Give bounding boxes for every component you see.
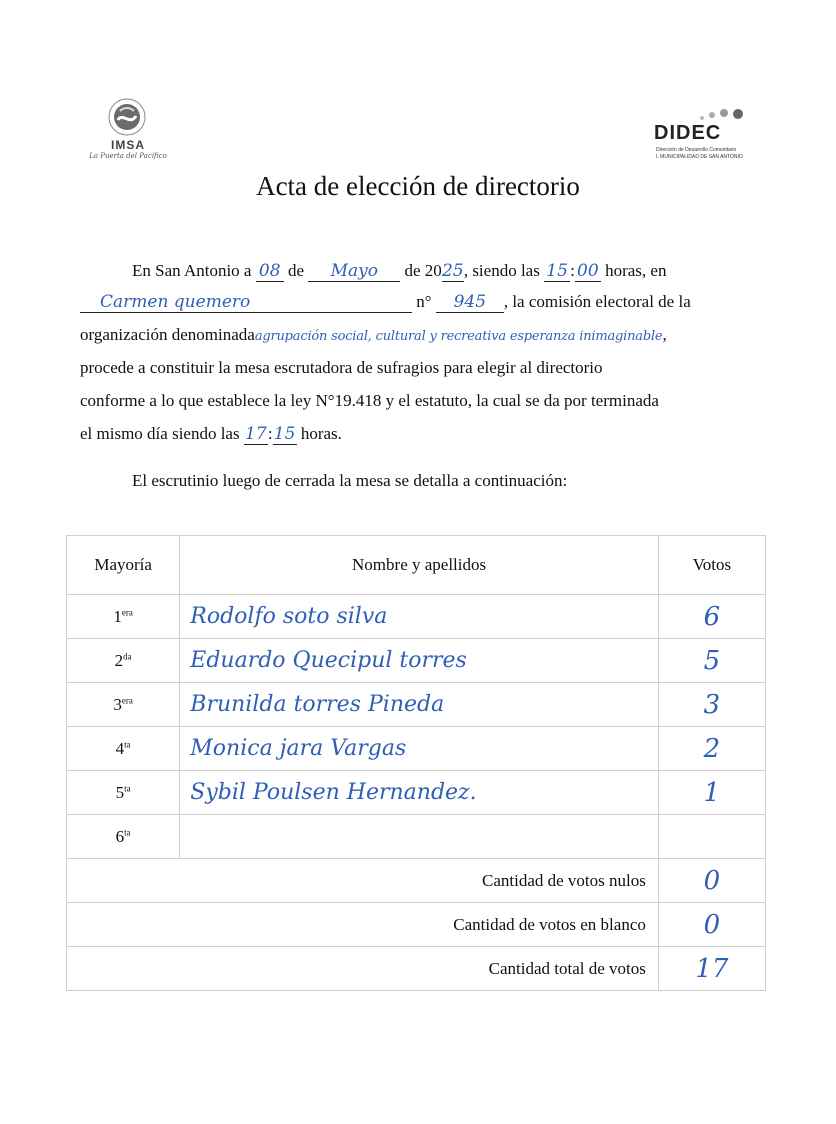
candidate-votes: 5 <box>703 645 721 676</box>
nulos-row <box>67 859 766 903</box>
day-field <box>256 261 284 282</box>
imsa-seal-icon <box>108 98 146 136</box>
text-mismo-dia: el mismo día siendo las <box>80 424 240 443</box>
position-suffix: era <box>121 606 133 617</box>
row-position <box>67 771 180 815</box>
position-suffix: da <box>123 650 132 661</box>
paragraph-line-1 <box>132 258 762 284</box>
total-row <box>67 947 766 991</box>
blanco-value: 0 <box>703 909 721 940</box>
year-field <box>442 261 464 282</box>
paragraph-line-6 <box>80 421 760 447</box>
dideco-subtitle-2: I. MUNICIPALIDAD DE SAN ANTONIO <box>656 154 743 160</box>
start-min-value: 00 <box>577 261 599 281</box>
imsa-brand: IMSA <box>111 138 145 152</box>
street-field <box>80 292 412 313</box>
table-row <box>67 595 766 639</box>
blanco-label: Cantidad de votos en blanco <box>67 903 659 947</box>
start-min-field <box>575 261 601 282</box>
header-votos: Votos <box>658 536 765 595</box>
position-number: 5 <box>115 782 125 802</box>
header-nombre: Nombre y apellidos <box>180 536 659 595</box>
text-horas-en: horas, en <box>605 261 667 280</box>
row-position <box>67 639 180 683</box>
position-suffix: ta <box>124 738 131 749</box>
imsa-logo <box>78 98 178 168</box>
end-min-value: 15 <box>273 424 296 444</box>
month-field <box>308 261 400 282</box>
position-number: 3 <box>113 694 122 714</box>
candidate-votes: 1 <box>703 777 721 808</box>
candidate-name: Monica jara Vargas <box>190 736 407 761</box>
text-siendo-las: , siendo las <box>463 261 540 280</box>
candidate-name: Brunilda torres Pineda <box>190 692 445 717</box>
start-hour-field <box>544 261 570 282</box>
position-number: 4 <box>115 738 125 758</box>
position-number: 1 <box>113 606 122 626</box>
results-table <box>66 535 766 991</box>
total-label: Cantidad total de votos <box>67 947 659 991</box>
candidate-name: Rodolfo soto silva <box>190 604 388 629</box>
nulos-label: Cantidad de votos nulos <box>67 859 659 903</box>
paragraph-line-2 <box>80 289 760 315</box>
total-value: 17 <box>695 953 729 984</box>
organization-value: agrupación social, cultural y recreativa esperanza inimaginable <box>254 329 663 344</box>
text-colon-2: : <box>267 424 273 443</box>
dideco-subtitle-1: Dirección de Desarrollo Comunitario <box>656 147 737 153</box>
table-row <box>67 639 766 683</box>
position-number: 6 <box>115 826 125 846</box>
dideco-brand: DIDEC <box>654 122 722 144</box>
dideco-dots-icon <box>694 104 754 124</box>
text-comision-electoral: , la comisión electoral de la <box>503 292 691 311</box>
day-value: 08 <box>258 261 281 281</box>
candidate-votes: 6 <box>703 601 721 632</box>
text-colon: : <box>570 261 575 280</box>
table-row <box>67 727 766 771</box>
paragraph-line-3 <box>80 322 760 348</box>
candidate-votes: 2 <box>703 733 721 764</box>
table-row <box>67 815 766 859</box>
table-header-row <box>67 536 766 595</box>
intro-text: El escrutinio luego de cerrada la mesa se detalla a continuación: <box>132 471 568 490</box>
paragraph-line-4: procede a constituir la mesa escrutadora de sufragios para elegir al directorio <box>80 358 603 377</box>
nulos-value: 0 <box>703 865 721 896</box>
table-row <box>67 683 766 727</box>
street-value: Carmen quemero <box>100 292 251 312</box>
paragraph-line-5: conforme a lo que establece la ley N°19.418 y el estatuto, la cual se da por terminada <box>80 391 659 410</box>
year-value: 25 <box>441 261 464 281</box>
header-mayoria: Mayoría <box>67 536 180 595</box>
position-suffix: era <box>121 694 133 705</box>
row-position <box>67 683 180 727</box>
month-value: Mayo <box>330 261 378 281</box>
text-comma: , <box>662 325 667 344</box>
number-field <box>436 292 504 313</box>
imsa-tagline: La Puerta del Pacífico <box>89 152 167 160</box>
dideco-logo <box>654 104 764 164</box>
number-value: 945 <box>453 292 487 312</box>
position-number: 2 <box>114 650 124 670</box>
row-position <box>67 727 180 771</box>
text-numero: n° <box>416 292 432 311</box>
row-position <box>67 815 180 859</box>
position-suffix: ta <box>124 782 131 793</box>
text-horas: horas. <box>300 424 342 443</box>
candidate-name: Sybil Poulsen Hernandez. <box>190 780 477 805</box>
row-position <box>67 595 180 639</box>
candidate-votes: 3 <box>703 689 721 720</box>
text-en-san-antonio: En San Antonio a <box>132 261 252 280</box>
end-hour-value: 17 <box>245 424 267 444</box>
text-de-20: de 20 <box>404 261 442 280</box>
table-row <box>67 771 766 815</box>
text-de: de <box>287 261 305 280</box>
document-title: Acta de elección de directorio <box>256 171 580 201</box>
end-min-field <box>273 424 297 445</box>
end-hour-field <box>244 424 268 445</box>
text-organizacion-denominada: organización denominada <box>80 325 255 344</box>
candidate-name: Eduardo Quecipul torres <box>190 648 467 673</box>
blanco-row <box>67 903 766 947</box>
start-hour-value: 15 <box>546 261 568 281</box>
position-suffix: ta <box>124 826 131 837</box>
